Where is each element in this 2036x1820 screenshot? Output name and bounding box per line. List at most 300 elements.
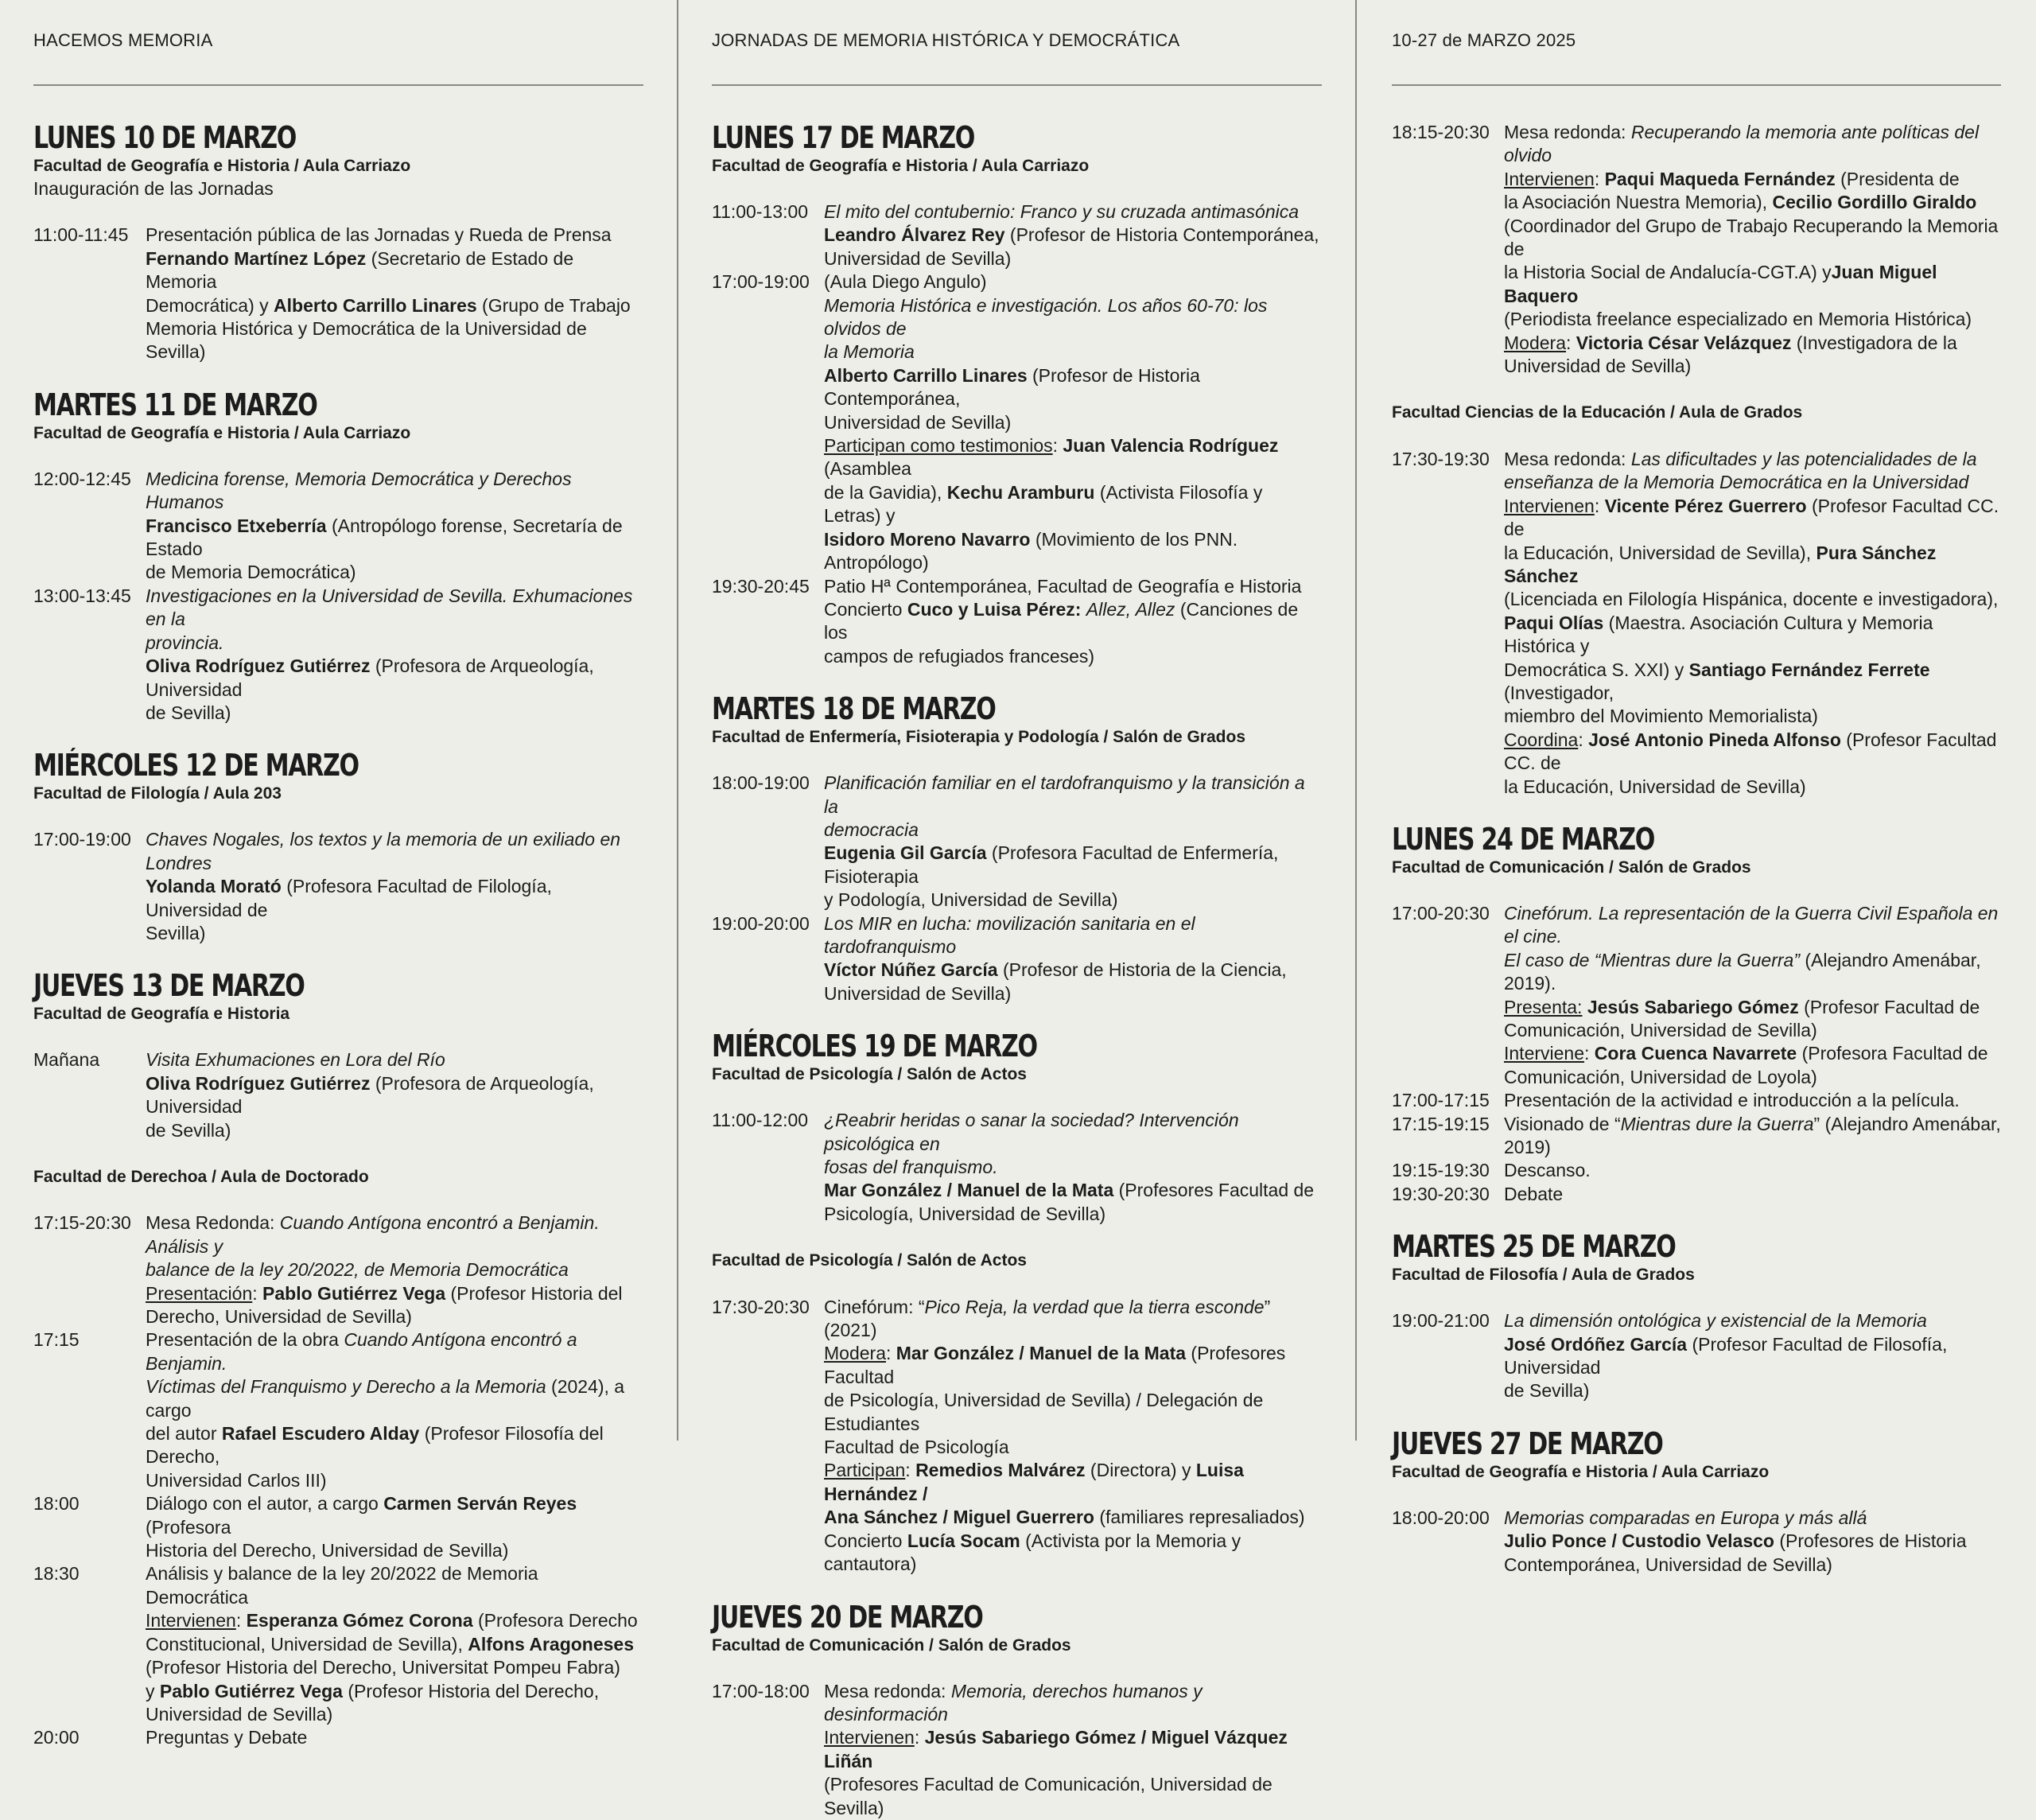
entry-description [146,828,643,945]
entry-line [824,411,1322,434]
role-label: Intervienen [824,1727,915,1748]
schedule-entry [712,200,1322,270]
entry-text: de Sevilla) [146,702,231,723]
entry-line [824,224,1322,247]
entry-time: 19:00-20:00 [712,912,810,934]
entry-line [146,922,643,945]
entry-text: (Profesores de Historia [1774,1530,1967,1552]
entry-line [1504,996,2001,1019]
schedule-entry [1392,1089,2001,1112]
entry-text: Universidad de Sevilla) [824,247,1012,269]
entry-time: 11:00-11:45 [33,224,129,246]
day-block [712,1029,1322,1576]
entry-text: (Aula Diego Angulo) [824,271,987,293]
speaker-name: Alberto Carrillo Linares [824,364,1028,386]
venue-label: Facultad de Filología / Aula 203 [33,784,282,803]
entry-text: Presentación pública de las Jornadas y Rueda de Prensa [146,224,612,246]
entry-text: Presentación de la obra [146,1329,344,1351]
venue-label: Facultad de Enfermería, Fisioterapia y Podología / Salón de Grados [712,728,1245,747]
entry-line [146,875,643,922]
entry-description [146,1328,643,1492]
schedule-entry [33,1492,643,1562]
entry-line [1504,121,2001,168]
entry-text: Visionado de “ [1504,1113,1621,1134]
day-heading: MARTES 11 DE MARZO [33,387,317,422]
talk-title: Planificación familiar en el tardofranquismo y la transición a la [824,772,1305,817]
entry-line [824,959,1322,982]
entry-line [146,1375,643,1422]
entry-line [146,1609,643,1632]
venue-label: Facultad de Geografía e Historia / Aula Carriazo [33,423,411,442]
speaker-name: Leandro Álvarez Rey [824,224,1005,246]
schedule-entry [712,772,1322,912]
entry-text: (Periodista freelance especializado en Memoria Histórica) [1504,309,1972,330]
entry-line [146,1211,643,1258]
schedule-entry [1392,121,2001,378]
day-heading: MIÉRCOLES 12 DE MARZO [33,748,359,784]
schedule-entry [1392,1159,2001,1182]
entry-text: Presentación de la actividad e introducción a la película. [1504,1090,1960,1111]
talk-title: ¿Reabrir heridas o sanar la sociedad? Intervención psicológica en [824,1110,1239,1154]
entry-line [146,1072,643,1119]
entry-list [1392,1309,2001,1403]
entry-line [146,1422,643,1469]
entry-description [1504,1309,2001,1403]
entry-line [1504,471,2001,494]
entry-line [824,1726,1322,1773]
entry-line [146,1562,643,1609]
entry-line [146,317,643,364]
column-body [33,86,643,1750]
role-label: Intervienen [1504,168,1595,189]
entry-line [146,1539,643,1562]
entry-line [824,340,1322,364]
entry-text: de Sevilla) [1504,1380,1590,1402]
entry-text: Psicología, Universidad de Sevilla) [824,1203,1106,1224]
entry-text: la Educación, Universidad de Sevilla) [1504,776,1806,797]
entry-text: (Licenciada en Filología Hispánica, docente e investigadora), [1504,589,1999,610]
talk-title: enseñanza de la Memoria Democrática en la Universidad [1504,472,1969,493]
entry-time: 18:00-20:00 [1392,1507,1490,1528]
entry-list [1392,121,2001,378]
entry-text: Mesa redonda: [1504,122,1631,142]
entry-line [146,294,643,317]
entry-text: (Profesor Historia del Derecho, [342,1680,600,1701]
speaker-name: Vicente Pérez Guerrero [1604,495,1807,516]
entry-text: Contemporánea, Universidad de Sevilla) [1504,1554,1832,1575]
entry-time: 19:15-19:30 [1392,1160,1490,1181]
entry-text: (Activista por la Memoria y cantautora) [824,1530,1241,1575]
entry-line [146,247,643,294]
entry-description [824,912,1322,1006]
entry-line [824,1459,1322,1506]
entry-description [824,1109,1322,1226]
entry-line [146,1680,643,1703]
entry-text: (Profesora de Arqueología, Universidad [146,1072,594,1118]
speaker-name: Eugenia Gil García [824,842,987,864]
speaker-name: Pablo Gutiérrez Vega [159,1680,343,1701]
day-heading: MIÉRCOLES 19 DE MARZO [712,1029,1037,1064]
entry-text: ” (Alejandro Amenábar, 2019) [1504,1113,2001,1158]
speaker-name: Pura Sánchez Sánchez [1504,542,1937,586]
speaker-name: Cora Cuenca Navarrete [1594,1043,1797,1064]
entry-list [33,224,643,364]
speaker-name: Luisa Hernández / [824,1460,1244,1504]
entry-line [146,702,643,725]
entry-time: 20:00 [33,1727,80,1748]
entry-text: de Psicología, Universidad de Sevilla) / Delegación de Estudiantes [824,1390,1264,1434]
entry-line [146,468,643,515]
entry-line [824,842,1322,889]
entry-line [1504,729,2001,776]
entry-line [824,1109,1322,1156]
entry-line [824,1342,1322,1389]
talk-title: Memorias comparadas en Europa y más allá [1504,1507,1867,1528]
venue-label: Facultad de Geografía e Historia / Aula Carriazo [33,157,411,175]
entry-time: 17:00-18:00 [712,1680,810,1701]
entry-line [146,515,643,562]
entry-line [824,1296,1322,1343]
day-block [1392,1230,2001,1403]
entry-description [1504,448,2001,799]
entry-line [824,1773,1322,1820]
entry-text: : [252,1282,263,1304]
entry-line [1504,1066,2001,1089]
talk-title: Víctimas del Franquismo y Derecho a la Memoria [146,1376,546,1398]
talk-title: Los MIR en lucha: movilización sanitaria en el tardofranquismo [824,912,1195,957]
entry-line [1504,1042,2001,1065]
entry-time: 13:00-13:45 [33,585,131,606]
entry-line [1504,261,2001,308]
entry-text: Descanso. [1504,1160,1591,1181]
entry-description [824,772,1322,912]
entry-text: Diálogo con el autor, a cargo [146,1493,384,1515]
schedule-entry [1392,448,2001,799]
entry-line [824,819,1322,842]
column-3 [1357,0,2036,1575]
entry-text: Debate [1504,1183,1564,1204]
entry-line [1504,949,2001,996]
entry-text: (Profesora Facultad de Filología, Universidad de [146,876,552,920]
entry-line [1504,902,2001,949]
talk-title: Memoria, derechos humanos y desinformación [824,1680,1203,1725]
talk-title: Mientras dure la Guerra [1620,1113,1814,1134]
entry-line [146,1656,643,1679]
entry-line [1504,308,2001,331]
entry-description [146,1048,643,1142]
entry-text: (Profesor de Historia Contemporánea, [1004,224,1319,246]
speaker-name: Lucía Socam [907,1530,1020,1551]
entry-line [1504,1183,2001,1206]
entry-text: (Profesor Facultad CC. de [1504,495,1999,540]
speaker-name: Víctor Núñez García [824,959,998,981]
venue-label: Facultad de Geografía e Historia / Aula Carriazo [1392,1462,1770,1481]
day-heading: JUEVES 27 DE MARZO [1392,1425,1663,1461]
talk-title: provincia. [146,632,224,653]
entry-text: (Profesor Historia del [445,1282,623,1304]
entry-line [824,1506,1322,1529]
entry-text: Comunicación, Universidad de Loyola) [1504,1066,1817,1087]
schedule-entry [33,1328,643,1492]
entry-line [146,632,643,655]
entry-line [146,585,643,632]
day-block [33,388,643,725]
entry-line [1504,332,2001,355]
entry-line [1504,1554,2001,1577]
entry-line [824,1530,1322,1577]
entry-line [146,828,643,875]
entry-line [146,1703,643,1726]
schedule-entry [1392,1113,2001,1160]
role-label: Modera [824,1343,886,1364]
entry-text: (Asamblea [824,458,911,480]
entry-description [1504,1159,2001,1182]
entry-text: (Profesores Facultad de Comunicación, Universidad de Sevilla) [824,1774,1272,1818]
talk-title: balance de la ley 20/2022, de Memoria Democrática [146,1259,569,1281]
talk-title: Las dificultades y las potencialidades de la [1630,448,1977,469]
speaker-name: Rafael Escudero Alday [221,1423,420,1445]
entry-line [824,912,1322,959]
talk-title: Memoria Histórica e investigación. Los años 60-70: los olvidos de [824,294,1268,340]
entry-text: (Profesores Facultad de [1113,1180,1315,1201]
speaker-name: José Ordóñez García [1504,1333,1688,1355]
entry-text: Derecho, Universidad de Sevilla) [146,1306,412,1327]
entry-line [824,247,1322,270]
entry-line [824,1179,1322,1202]
day-heading: LUNES 10 DE MARZO [33,120,296,155]
entry-time: 12:00-12:45 [33,468,131,489]
speaker-name: Oliva Rodríguez Gutiérrez [146,1072,371,1094]
talk-title: fosas del franquismo. [824,1157,998,1177]
entry-text: (Maestra. Asociación Cultura y Memoria Histórica y [1504,612,1933,657]
entry-line [824,982,1322,1005]
entry-time: 11:00-12:00 [712,1110,809,1131]
entry-text: (Alejandro Amenábar, 2019). [1504,949,1981,994]
day-block [712,121,1322,668]
entry-text: : [1052,435,1063,457]
talk-title: Medicina forense, Memoria Democrática y Derechos Humanos [146,468,572,513]
talk-title: El caso de “Mientras dure la Guerra” [1504,949,1800,970]
entry-line [146,1305,643,1328]
role-label: Participan [824,1460,906,1481]
schedule-entry [1392,1309,2001,1403]
schedule-entry [33,585,643,725]
entry-line [1504,448,2001,471]
talk-title: Allez, Allez [1086,598,1175,620]
entry-list [712,772,1322,1005]
schedule-entry [712,575,1322,669]
entry-description [1504,1183,2001,1206]
entry-text: (Profesor Filosofía del Derecho, [146,1423,604,1468]
entry-line [146,1258,643,1281]
entry-time: 17:00-20:30 [1392,902,1490,924]
entry-text: : [1578,729,1589,750]
entry-line [146,1633,643,1656]
entry-time: 17:00-19:00 [33,829,131,850]
entry-time: 17:15 [33,1329,80,1351]
schedule-entry [1392,1507,2001,1577]
talk-title: Pico Reja, la verdad que la tierra esconde [924,1296,1265,1317]
day-block [712,692,1322,1005]
entry-line [146,1048,643,1071]
schedule-entry [712,1680,1322,1820]
entry-description [1504,1507,2001,1577]
entry-line [1504,776,2001,799]
entry-text: miembro del Movimiento Memorialista) [1504,706,1818,727]
schedule-entry [33,1048,643,1142]
day-heading: MARTES 18 DE MARZO [712,691,996,727]
entry-text: (Investigadora de la [1791,332,1957,353]
entry-time: 17:30-20:30 [712,1296,810,1317]
speaker-name: Alfons Aragoneses [468,1633,635,1655]
entry-description [1504,1089,2001,1112]
entry-list [712,200,1322,668]
intro-text: Inauguración de las Jornadas [33,178,274,199]
entry-line [1504,495,2001,542]
entry-time: 17:15-19:15 [1392,1113,1490,1134]
entry-text: (familiares represaliados) [1094,1507,1305,1528]
day-heading: LUNES 24 DE MARZO [1392,821,1654,857]
column-body [712,86,1322,1820]
entry-time: 17:15-20:30 [33,1212,131,1234]
speaker-name: Oliva Rodríguez Gutiérrez [146,655,371,677]
day-block [33,969,643,1749]
entry-time: 18:00-19:00 [712,772,810,794]
entry-text: Comunicación, Universidad de Sevilla) [1504,1020,1817,1040]
speaker-name: Pablo Gutiérrez Vega [262,1282,446,1304]
day-heading: JUEVES 13 DE MARZO [33,968,305,1004]
entry-line [1504,1019,2001,1042]
speaker-name: Mar González / Manuel de la Mata [896,1343,1187,1364]
speaker-name: Victoria César Velázquez [1576,332,1792,353]
schedule-entry [33,468,643,585]
venue-label: Facultad de Psicología / Salón de Actos [712,1251,1027,1270]
day-block [1392,1427,2001,1577]
entry-description [146,1726,643,1749]
speaker-name: Isidoro Moreno Navarro [824,528,1031,550]
entry-text: Concierto [824,598,907,620]
talk-title: Cinefórum. La representación de la Guerra Civil Española en el cine. [1504,902,1999,947]
entry-line [146,1328,643,1375]
entry-text: de Memoria Democrática) [146,562,356,583]
entry-description [146,585,643,725]
entry-text: y Podología, Universidad de Sevilla) [824,889,1118,911]
entry-text: (Activista Filosofía y Letras) y [824,481,1263,527]
day-block [1392,822,2001,1206]
entry-time: 19:30-20:30 [1392,1183,1490,1204]
speaker-name: Jesús Sabariego Gómez / Miguel Vázquez Liñán [824,1727,1288,1771]
entry-list [712,1680,1322,1820]
schedule-entry [1392,902,2001,1089]
entry-line [1504,1507,2001,1530]
entry-list [33,1211,643,1749]
column-2 [678,0,1357,1818]
entry-text: Historia del Derecho, Universidad de Sevilla) [146,1540,509,1561]
speaker-name: Remedios Malvárez [915,1460,1086,1481]
entry-line [1504,1530,2001,1553]
entry-time: 11:00-13:00 [712,201,809,222]
entry-line [146,224,643,247]
entry-text: (Profesora Derecho [472,1610,638,1631]
entry-line [1504,588,2001,611]
entry-line [824,1389,1322,1436]
schedule-entry [33,1211,643,1328]
entry-text: Memoria Histórica y Democrática de la Universidad de Sevilla) [146,318,587,363]
entry-time: 17:00-17:15 [1392,1090,1490,1111]
entry-line [824,270,1322,294]
entry-text: (Secretario de Estado de Memoria [146,247,574,293]
entry-line [146,1726,643,1749]
entry-line [824,364,1322,411]
entry-text: Universidad de Sevilla) [1504,356,1692,377]
entry-line [824,294,1322,341]
schedule-entry [33,1562,643,1726]
entry-list [712,1296,1322,1577]
entry-line [1504,1089,2001,1112]
role-label: Presentación [146,1282,253,1304]
entry-text: Constitucional, Universidad de Sevilla), [146,1633,468,1655]
entry-text: (Profesor de Historia de la Ciencia, [997,959,1287,981]
entry-text: Mesa redonda: [1504,448,1631,469]
venue-label: Facultad de Comunicación / Salón de Grados [1392,858,1751,877]
entry-text: Cinefórum: “ [824,1296,925,1317]
entry-line [824,200,1322,224]
entry-text: (Profesor Historia del Derecho, Universitat Pompeu Fabra) [146,1657,620,1678]
entry-text: Universidad de Sevilla) [824,982,1012,1004]
entry-text: campos de refugiados franceses) [824,645,1095,667]
entry-text: Análisis y balance de la ley 20/2022 de Memoria Democrática [146,1563,538,1608]
entry-text: (Coordinador del Grupo de Trabajo Recuperando la Memoria de [1504,215,1999,260]
speaker-name: Francisco Etxeberría [146,515,327,536]
schedule-entry [712,1109,1322,1226]
entry-text: (2024), a cargo [146,1376,625,1421]
entry-text: (Profesora Facultad de Enfermería, Fisioterapia [824,842,1279,887]
entry-text: de la Gavidia), [824,481,947,503]
entry-text: : [905,1460,916,1481]
entry-time: Mañana [33,1049,100,1071]
entry-line [824,575,1322,598]
schedule-entry [33,224,643,364]
entry-description [146,468,643,585]
entry-list [33,1048,643,1142]
schedule-entry [712,1296,1322,1577]
talk-title: democracia [824,819,919,840]
schedule-entry [33,1726,643,1749]
entry-description [146,1562,643,1726]
entry-text: (Directora) y [1085,1460,1196,1481]
talk-title: El mito del contubernio: Franco y su cruzada antimasónica [824,201,1300,222]
entry-text: Patio Hª Contemporánea, Facultad de Geografía e Historia [824,575,1302,597]
entry-list [1392,902,2001,1206]
entry-line [824,528,1322,575]
entry-text: : [1594,168,1605,189]
talk-title: Investigaciones en la Universidad de Sevilla. Exhumaciones en la [146,585,633,630]
entry-text: del autor [146,1423,222,1445]
entry-time: 19:30-20:45 [712,575,810,597]
speaker-name: Jesús Sabariego Gómez [1587,996,1799,1017]
entry-text: la Historia Social de Andalucía-CGT.A) y [1504,262,1832,283]
role-label: Interviene [1504,1043,1585,1064]
entry-line [1504,191,2001,214]
column-header: 10-27 de MARZO 2025 [1392,0,2001,86]
speaker-name: Mar González / Manuel de la Mata [824,1180,1114,1201]
speaker-name: Yolanda Morató [146,876,282,897]
entry-line [146,1119,643,1142]
day-block [1392,121,2001,799]
entry-text: : [1584,1043,1595,1064]
entry-description [146,1492,643,1562]
venue-label: Facultad de Filosofía / Aula de Grados [1392,1266,1695,1285]
